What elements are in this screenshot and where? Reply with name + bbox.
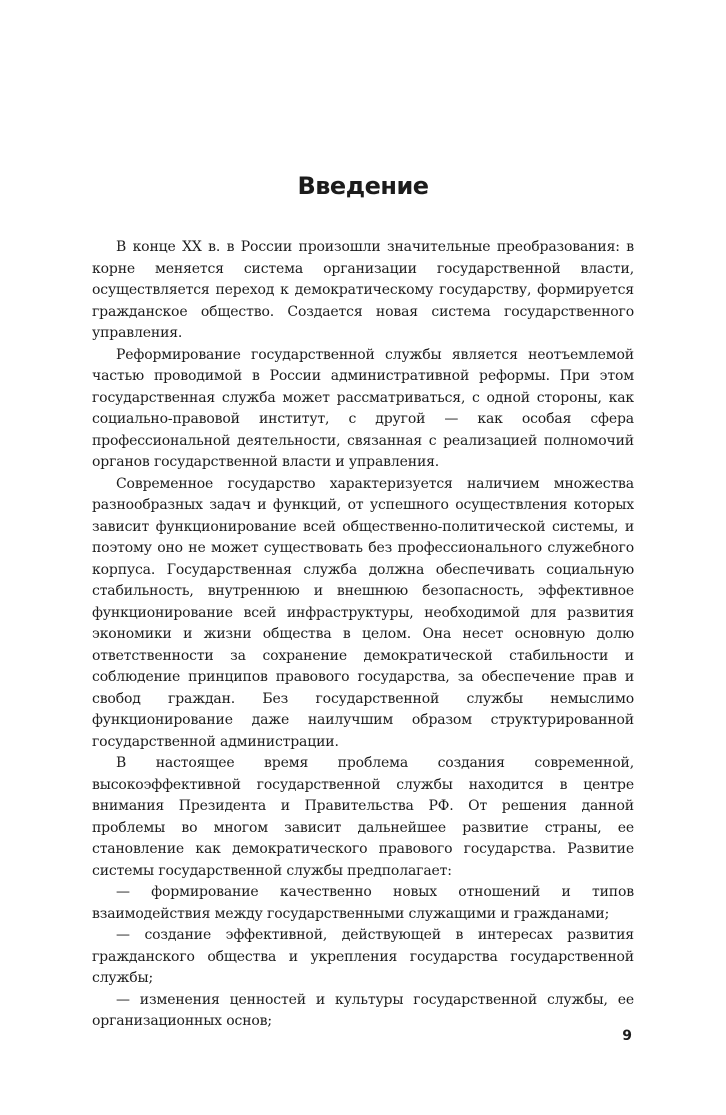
paragraph: В настоящее время проблема создания современной, высокоэффективной государственной службы находится в центре внимания Президента и Правительства РФ. От решения данной проблемы во многом зависит дальнейшее развитие страны, ее становление как демократического правового государства. Развитие системы государственной службы предполагает:: [92, 755, 634, 879]
list-item: — изменения ценностей и культуры государственной службы, ее организационных основ;: [92, 991, 634, 1029]
body-text: [92, 237, 634, 1033]
list-item: — создание эффективной, действующей в интересах развития гражданского общества и укрепления государства государственной службы;: [92, 927, 634, 986]
list-item: — формирование качественно новых отношений и типов взаимодействия между государственными служащими и гражданами;: [92, 884, 634, 922]
page-number: 9: [622, 1028, 632, 1044]
paragraph: Реформирование государственной службы является неотъемлемой частью проводимой в России административной реформы. При этом государственная служба может рассматриваться, с одной стороны, как социально-правовой институт, с другой — как особая сфера профессиональной деятельности, связанная с реализацией полномочий органов государственной власти и управления.: [92, 346, 634, 470]
page-title: Введение: [297, 172, 429, 200]
paragraph: В конце XX в. в России произошли значительные преобразования: в корне меняется система организации государственной власти, осуществляется переход к демократическому государству, формируется гражданское общество. Создается новая система государственного управления.: [92, 239, 634, 341]
paragraph: Современное государство характеризуется наличием множества разнообразных задач и функций, от успешного осуществления которых зависит функционирование всей общественно-политической системы, и поэтому оно не может существовать без профессионального служебного корпуса. Государственная служба должна обеспечивать социальную стабильность, внутреннюю и внешнюю безопасность, эффективное функционирование всей инфраструктуры, необходимой для развития экономики и жизни общества в целом. Она несет основную долю ответственности за сохранение демократической стабильности и соблюдение принципов правового государства, за обеспечение прав и свобод граждан. Без государственной службы немыслимо функционирование даже наилучшим образом структурированной государственной администрации.: [92, 475, 634, 750]
